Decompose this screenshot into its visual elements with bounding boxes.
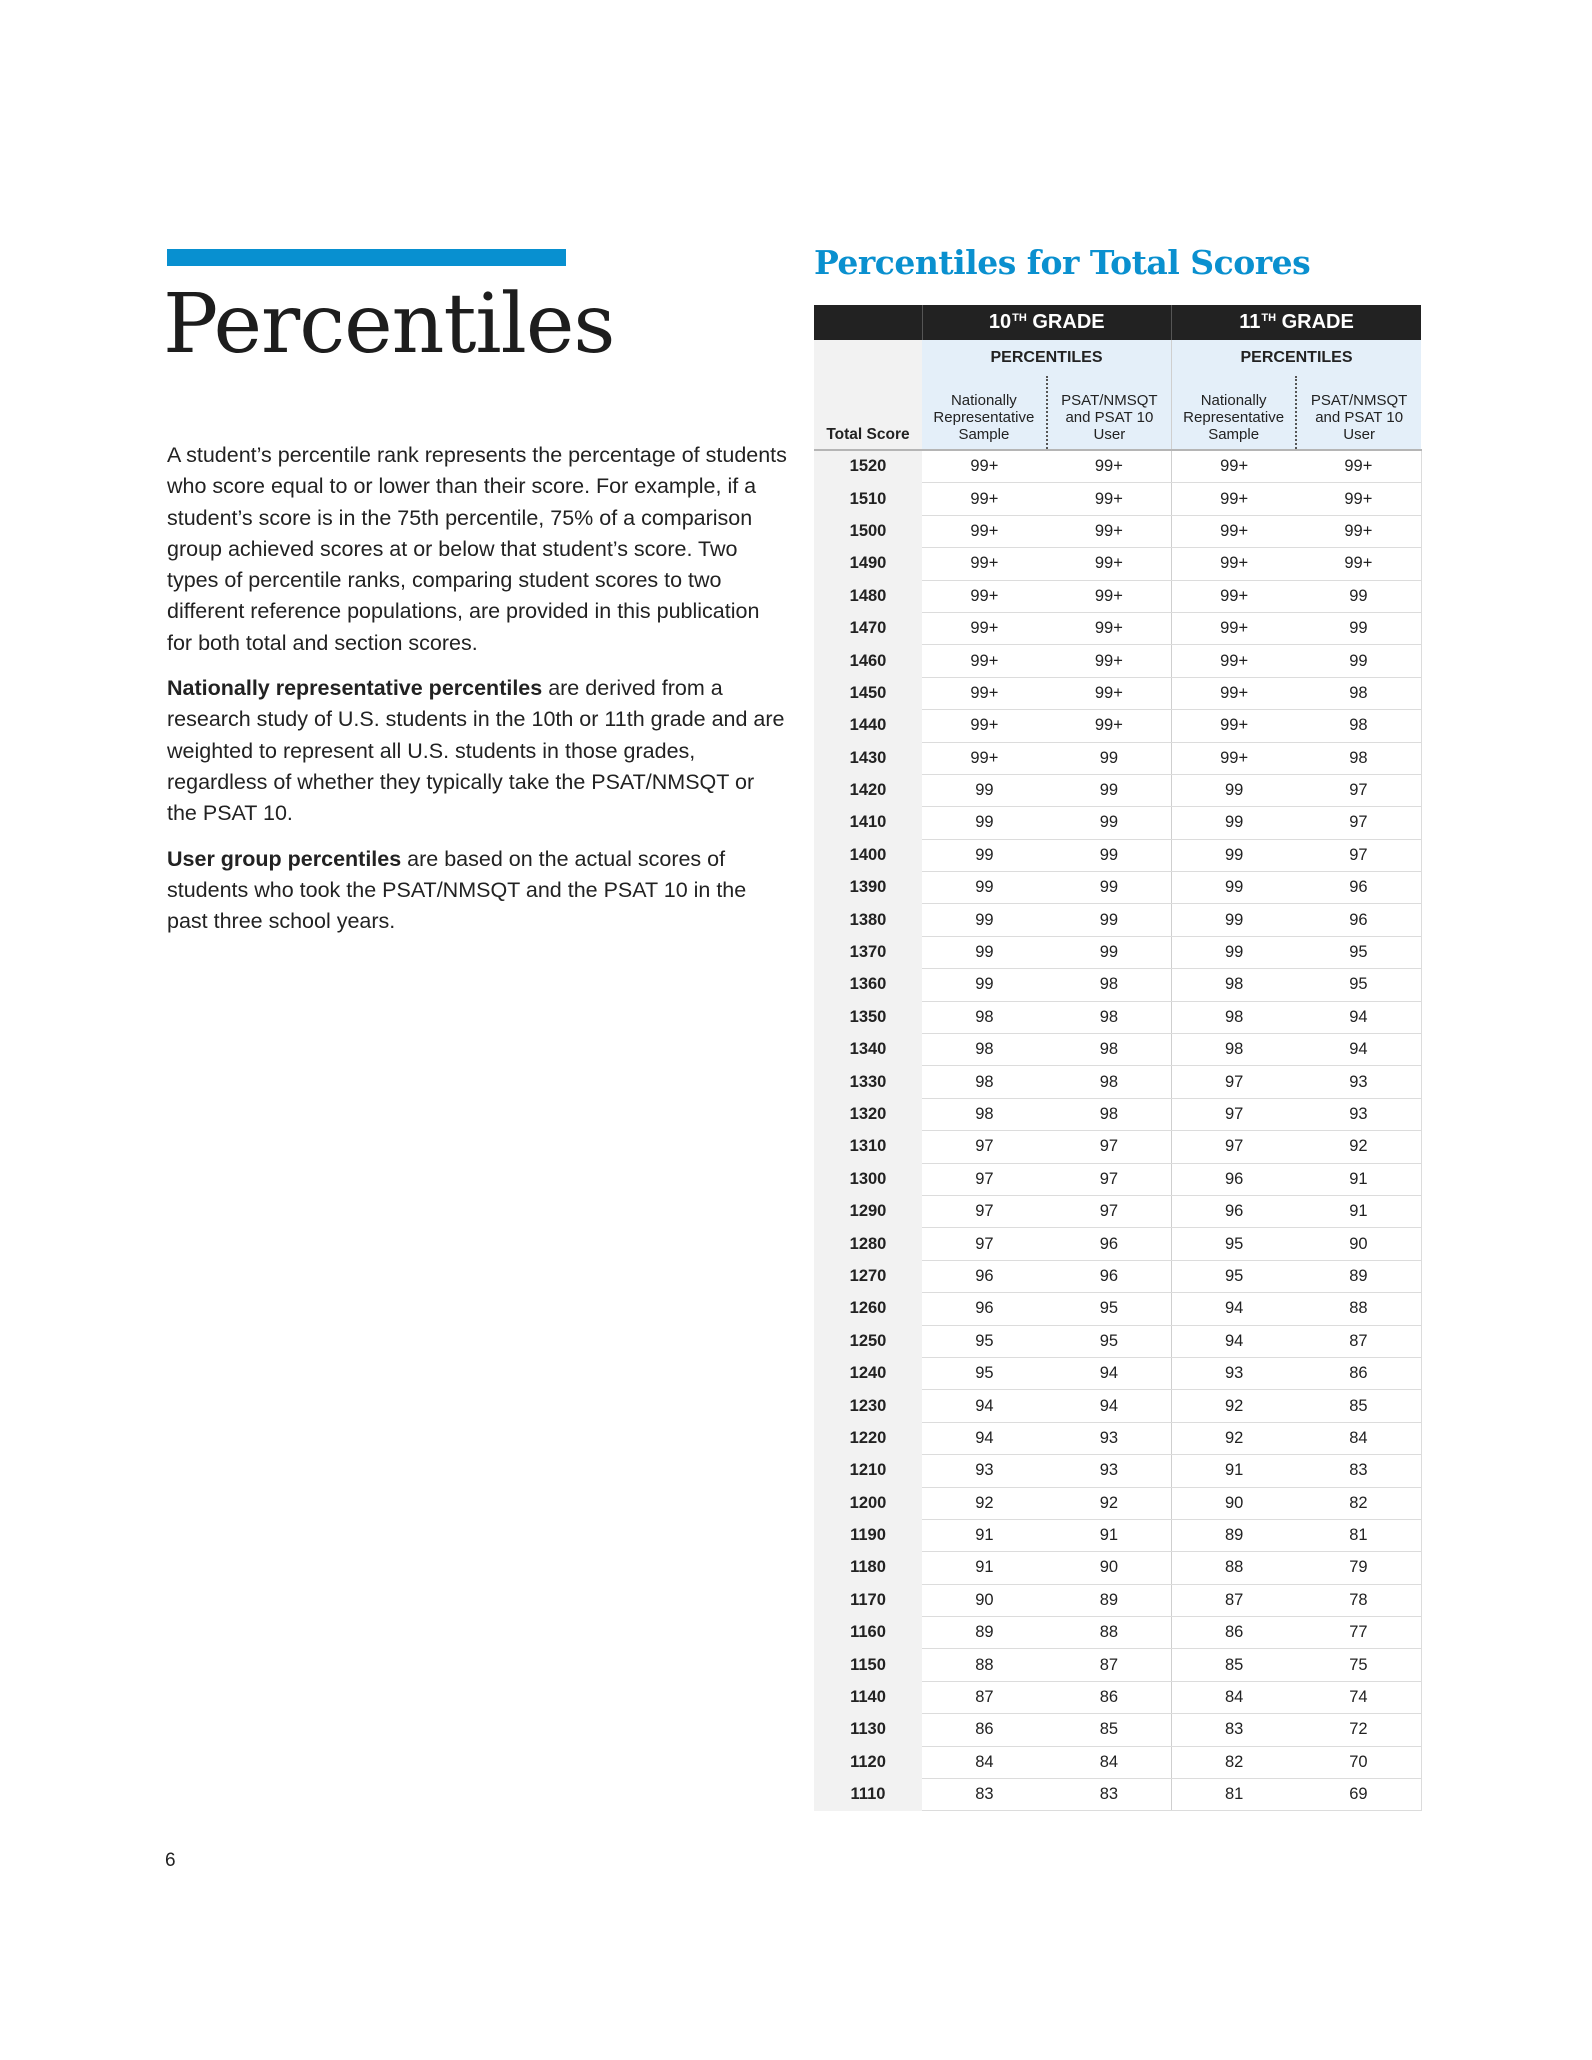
total-score-cell: 1200 — [814, 1487, 922, 1519]
total-score-cell: 1310 — [814, 1131, 922, 1163]
user-10-cell: 99 — [1047, 904, 1172, 936]
paragraph-lead: User group percentiles — [167, 846, 402, 871]
user-11-cell: 97 — [1296, 807, 1421, 839]
total-score-cell: 1350 — [814, 1001, 922, 1033]
user-11-cell: 99+ — [1296, 515, 1421, 547]
national-11-cell: 99 — [1172, 936, 1297, 968]
table-row — [814, 1584, 1421, 1616]
national-11-cell: 99 — [1172, 774, 1297, 806]
user-10-cell: 94 — [1047, 1390, 1172, 1422]
table-row — [814, 1519, 1421, 1551]
table-row — [814, 839, 1421, 871]
national-11-cell: 82 — [1172, 1746, 1297, 1778]
table-row — [814, 1325, 1421, 1357]
table-row — [814, 1260, 1421, 1292]
user-10-cell: 98 — [1047, 1001, 1172, 1033]
user-11-cell: 84 — [1296, 1422, 1421, 1454]
national-10-cell: 98 — [922, 1001, 1047, 1033]
national-11-cell: 96 — [1172, 1195, 1297, 1227]
user-10-cell: 99+ — [1047, 710, 1172, 742]
national-10-cell: 99 — [922, 807, 1047, 839]
total-score-cell: 1110 — [814, 1779, 922, 1811]
user-10-cell: 99 — [1047, 839, 1172, 871]
header-line: User — [1093, 426, 1126, 443]
header-line: Nationally — [1200, 392, 1267, 409]
total-score-cell: 1460 — [814, 645, 922, 677]
national-11-cell: 99 — [1172, 872, 1297, 904]
user-10-cell: 99 — [1047, 872, 1172, 904]
total-score-cell: 1130 — [814, 1714, 922, 1746]
national-11-cell: 92 — [1172, 1422, 1297, 1454]
user-10-cell: 95 — [1047, 1325, 1172, 1357]
national-11-cell: 95 — [1172, 1228, 1297, 1260]
user-11-cell: 77 — [1296, 1617, 1421, 1649]
user-10-cell: 99+ — [1047, 483, 1172, 515]
header-line: User — [1343, 426, 1375, 443]
table-row — [814, 1163, 1421, 1195]
total-score-cell: 1260 — [814, 1293, 922, 1325]
user-11-cell: 99 — [1296, 612, 1421, 644]
table-row — [814, 1001, 1421, 1033]
user-10-cell: 90 — [1047, 1552, 1172, 1584]
table-row — [814, 969, 1421, 1001]
user-10-cell: 89 — [1047, 1584, 1172, 1616]
table-row — [814, 1228, 1421, 1260]
user-10-cell: 83 — [1047, 1779, 1172, 1811]
table-title: Percentiles for Total Scores — [814, 243, 1311, 282]
user-11-cell: 75 — [1296, 1649, 1421, 1681]
table-row — [814, 483, 1421, 515]
table-row — [814, 1034, 1421, 1066]
national-10-cell: 99+ — [922, 677, 1047, 709]
national-11-cell: 81 — [1172, 1779, 1297, 1811]
user-10-cell: 98 — [1047, 969, 1172, 1001]
total-score-cell: 1220 — [814, 1422, 922, 1454]
user-10-cell: 93 — [1047, 1455, 1172, 1487]
total-score-cell: 1390 — [814, 872, 922, 904]
national-10-cell: 89 — [922, 1617, 1047, 1649]
national-10-cell: 90 — [922, 1584, 1047, 1616]
table-row — [814, 1714, 1421, 1746]
total-score-cell: 1440 — [814, 710, 922, 742]
national-10-cell: 97 — [922, 1163, 1047, 1195]
table-row — [814, 1681, 1421, 1713]
total-score-cell: 1340 — [814, 1034, 922, 1066]
total-score-cell: 1270 — [814, 1260, 922, 1292]
national-10-cell: 94 — [922, 1422, 1047, 1454]
grade-suffix: TH — [1012, 312, 1027, 324]
user-10-cell: 99+ — [1047, 450, 1172, 483]
total-score-cell: 1290 — [814, 1195, 922, 1227]
national-10-cell: 88 — [922, 1649, 1047, 1681]
national-11-cell: 95 — [1172, 1260, 1297, 1292]
user-11-cell: 94 — [1296, 1034, 1421, 1066]
percentiles-header-10: PERCENTILES — [922, 340, 1172, 376]
user-11-cell: 92 — [1296, 1131, 1421, 1163]
user-11-cell: 96 — [1296, 904, 1421, 936]
national-10-cell: 99+ — [922, 612, 1047, 644]
national-10-cell: 99+ — [922, 742, 1047, 774]
national-10-cell: 99+ — [922, 548, 1047, 580]
national-11-cell: 99+ — [1172, 710, 1297, 742]
paragraph-body: are based on the actual scores of students who took the PSAT/NMSQT and the PSAT 10 in the past three school years. — [167, 846, 747, 934]
national-10-cell: 98 — [922, 1098, 1047, 1130]
total-score-cell: 1430 — [814, 742, 922, 774]
user-11-cell: 72 — [1296, 1714, 1421, 1746]
total-score-cell: 1250 — [814, 1325, 922, 1357]
national-10-cell: 98 — [922, 1034, 1047, 1066]
user-10-cell: 97 — [1047, 1195, 1172, 1227]
national-10-cell: 99+ — [922, 515, 1047, 547]
total-score-cell: 1140 — [814, 1681, 922, 1713]
user-11-cell: 95 — [1296, 969, 1421, 1001]
table-row — [814, 1293, 1421, 1325]
intro-text — [167, 440, 787, 951]
user-10-cell: 91 — [1047, 1519, 1172, 1551]
table-row — [814, 1390, 1421, 1422]
user-11-cell: 89 — [1296, 1260, 1421, 1292]
table-row — [814, 1422, 1421, 1454]
table-row — [814, 548, 1421, 580]
national-10-cell: 99 — [922, 904, 1047, 936]
national-10-cell: 87 — [922, 1681, 1047, 1713]
national-11-cell: 90 — [1172, 1487, 1297, 1519]
user-10-cell: 99+ — [1047, 548, 1172, 580]
national-10-cell: 83 — [922, 1779, 1047, 1811]
table-row — [814, 1779, 1421, 1811]
table-row — [814, 1195, 1421, 1227]
national-10-cell: 98 — [922, 1066, 1047, 1098]
title-accent-bar — [167, 249, 566, 266]
user-11-cell: 82 — [1296, 1487, 1421, 1519]
national-11-cell: 94 — [1172, 1293, 1297, 1325]
total-score-cell: 1120 — [814, 1746, 922, 1778]
national-10-cell: 99+ — [922, 710, 1047, 742]
table-row — [814, 742, 1421, 774]
percentiles-header-11: PERCENTILES — [1172, 340, 1422, 376]
user-11-cell: 99+ — [1296, 548, 1421, 580]
user-10-cell: 99 — [1047, 807, 1172, 839]
header-line: Sample — [958, 426, 1010, 443]
table-row — [814, 1649, 1421, 1681]
user-10-cell: 95 — [1047, 1293, 1172, 1325]
percentiles-header-blank — [814, 340, 922, 376]
header-line: Representative — [933, 409, 1035, 426]
user-11-cell: 94 — [1296, 1001, 1421, 1033]
national-10-cell: 95 — [922, 1325, 1047, 1357]
national-10-cell: 94 — [922, 1390, 1047, 1422]
user-11-cell: 97 — [1296, 774, 1421, 806]
column-header-user-10 — [1047, 376, 1172, 450]
table-row — [814, 1617, 1421, 1649]
grade-suffix: TH — [1261, 312, 1277, 324]
national-10-cell: 97 — [922, 1228, 1047, 1260]
user-10-cell: 99+ — [1047, 612, 1172, 644]
national-11-cell: 91 — [1172, 1455, 1297, 1487]
national-11-cell: 98 — [1172, 1034, 1297, 1066]
national-10-cell: 84 — [922, 1746, 1047, 1778]
header-line: and PSAT 10 — [1065, 409, 1154, 426]
column-header-user-11 — [1296, 376, 1421, 450]
user-11-cell: 99 — [1296, 580, 1421, 612]
user-11-cell: 99+ — [1296, 450, 1421, 483]
user-11-cell: 93 — [1296, 1098, 1421, 1130]
national-11-cell: 84 — [1172, 1681, 1297, 1713]
header-line: PSAT/NMSQT — [1061, 392, 1158, 409]
user-11-cell: 83 — [1296, 1455, 1421, 1487]
user-11-cell: 99 — [1296, 645, 1421, 677]
total-score-cell: 1520 — [814, 450, 922, 483]
user-10-cell: 99+ — [1047, 645, 1172, 677]
table-row — [814, 1066, 1421, 1098]
table-row — [814, 580, 1421, 612]
header-line: Nationally — [950, 392, 1017, 409]
user-10-cell: 98 — [1047, 1066, 1172, 1098]
national-11-cell: 99+ — [1172, 645, 1297, 677]
total-score-cell: 1170 — [814, 1584, 922, 1616]
user-11-cell: 97 — [1296, 839, 1421, 871]
user-11-cell: 96 — [1296, 872, 1421, 904]
user-11-cell: 79 — [1296, 1552, 1421, 1584]
percentile-table — [814, 305, 1422, 1811]
grade-header-10 — [922, 305, 1172, 340]
paragraph-body: are derived from a research study of U.S. students in the 10th or 11th grade and are weighted to represent all U.S. students in those grades, regardless of whether they typically take the PSAT/NMSQT or the PSAT 10. — [167, 676, 785, 826]
total-score-cell: 1240 — [814, 1357, 922, 1389]
total-score-cell: 1280 — [814, 1228, 922, 1260]
user-10-cell: 88 — [1047, 1617, 1172, 1649]
national-11-cell: 94 — [1172, 1325, 1297, 1357]
total-score-cell: 1490 — [814, 548, 922, 580]
national-11-cell: 97 — [1172, 1098, 1297, 1130]
national-10-cell: 99 — [922, 969, 1047, 1001]
total-score-header: Total Score — [814, 376, 922, 450]
national-11-cell: 85 — [1172, 1649, 1297, 1681]
national-10-cell: 99 — [922, 936, 1047, 968]
user-11-cell: 88 — [1296, 1293, 1421, 1325]
user-10-cell: 99+ — [1047, 580, 1172, 612]
table-row — [814, 450, 1421, 483]
national-10-cell: 95 — [922, 1357, 1047, 1389]
table-row — [814, 872, 1421, 904]
national-11-cell: 99+ — [1172, 483, 1297, 515]
user-10-cell: 84 — [1047, 1746, 1172, 1778]
national-11-cell: 99+ — [1172, 450, 1297, 483]
national-10-cell: 96 — [922, 1260, 1047, 1292]
national-10-cell: 99 — [922, 839, 1047, 871]
total-score-cell: 1330 — [814, 1066, 922, 1098]
table-row — [814, 645, 1421, 677]
user-11-cell: 98 — [1296, 710, 1421, 742]
total-score-cell: 1480 — [814, 580, 922, 612]
table-row — [814, 1131, 1421, 1163]
total-score-cell: 1410 — [814, 807, 922, 839]
table-body — [814, 450, 1421, 1811]
national-10-cell: 92 — [922, 1487, 1047, 1519]
total-score-cell: 1370 — [814, 936, 922, 968]
user-10-cell: 99+ — [1047, 677, 1172, 709]
header-line: Representative — [1183, 409, 1285, 426]
national-11-cell: 99 — [1172, 904, 1297, 936]
total-score-cell: 1210 — [814, 1455, 922, 1487]
table-row — [814, 1098, 1421, 1130]
national-10-cell: 99+ — [922, 450, 1047, 483]
total-score-cell: 1190 — [814, 1519, 922, 1551]
user-10-cell: 94 — [1047, 1357, 1172, 1389]
national-11-cell: 96 — [1172, 1163, 1297, 1195]
user-11-cell: 91 — [1296, 1163, 1421, 1195]
paragraph-definition — [167, 440, 787, 659]
user-11-cell: 74 — [1296, 1681, 1421, 1713]
national-11-cell: 99 — [1172, 807, 1297, 839]
table-row — [814, 612, 1421, 644]
national-11-cell: 99+ — [1172, 677, 1297, 709]
user-11-cell: 78 — [1296, 1584, 1421, 1616]
national-11-cell: 99+ — [1172, 515, 1297, 547]
table-row — [814, 1455, 1421, 1487]
total-score-cell: 1150 — [814, 1649, 922, 1681]
user-10-cell: 98 — [1047, 1098, 1172, 1130]
national-10-cell: 97 — [922, 1131, 1047, 1163]
table-row — [814, 904, 1421, 936]
total-score-cell: 1470 — [814, 612, 922, 644]
national-11-cell: 92 — [1172, 1390, 1297, 1422]
user-10-cell: 97 — [1047, 1131, 1172, 1163]
grade-label: GRADE — [1281, 311, 1354, 333]
user-11-cell: 93 — [1296, 1066, 1421, 1098]
user-10-cell: 99 — [1047, 742, 1172, 774]
grade-header-11 — [1172, 305, 1422, 340]
total-score-cell: 1230 — [814, 1390, 922, 1422]
column-header-national-10 — [922, 376, 1047, 450]
table-row — [814, 710, 1421, 742]
national-11-cell: 99+ — [1172, 612, 1297, 644]
total-score-cell: 1420 — [814, 774, 922, 806]
user-11-cell: 90 — [1296, 1228, 1421, 1260]
user-11-cell: 69 — [1296, 1779, 1421, 1811]
user-10-cell: 97 — [1047, 1163, 1172, 1195]
page-title: Percentiles — [163, 277, 615, 372]
national-10-cell: 91 — [922, 1552, 1047, 1584]
user-10-cell: 99 — [1047, 936, 1172, 968]
total-score-cell: 1300 — [814, 1163, 922, 1195]
grade-label: GRADE — [1032, 311, 1105, 333]
grade-number: 11 — [1239, 311, 1261, 333]
national-11-cell: 97 — [1172, 1066, 1297, 1098]
user-10-cell: 99+ — [1047, 515, 1172, 547]
national-11-cell: 83 — [1172, 1714, 1297, 1746]
total-score-cell: 1160 — [814, 1617, 922, 1649]
user-10-cell: 92 — [1047, 1487, 1172, 1519]
national-10-cell: 99 — [922, 872, 1047, 904]
total-score-cell: 1400 — [814, 839, 922, 871]
table-row — [814, 936, 1421, 968]
total-score-cell: 1180 — [814, 1552, 922, 1584]
national-10-cell: 99+ — [922, 483, 1047, 515]
user-10-cell: 96 — [1047, 1260, 1172, 1292]
paragraph-user-group — [167, 844, 787, 938]
user-11-cell: 70 — [1296, 1746, 1421, 1778]
user-11-cell: 98 — [1296, 677, 1421, 709]
national-11-cell: 89 — [1172, 1519, 1297, 1551]
national-11-cell: 97 — [1172, 1131, 1297, 1163]
national-11-cell: 93 — [1172, 1357, 1297, 1389]
national-11-cell: 99+ — [1172, 580, 1297, 612]
national-11-cell: 88 — [1172, 1552, 1297, 1584]
user-11-cell: 87 — [1296, 1325, 1421, 1357]
grade-header-blank — [814, 305, 922, 340]
total-score-cell: 1380 — [814, 904, 922, 936]
user-11-cell: 81 — [1296, 1519, 1421, 1551]
national-10-cell: 96 — [922, 1293, 1047, 1325]
national-11-cell: 87 — [1172, 1584, 1297, 1616]
table-row — [814, 677, 1421, 709]
table-row — [814, 774, 1421, 806]
table-row — [814, 807, 1421, 839]
header-line: and PSAT 10 — [1315, 409, 1404, 426]
page-number: 6 — [165, 1850, 176, 1871]
column-header-national-11 — [1172, 376, 1297, 450]
user-10-cell: 99 — [1047, 774, 1172, 806]
user-11-cell: 86 — [1296, 1357, 1421, 1389]
national-11-cell: 99+ — [1172, 548, 1297, 580]
user-10-cell: 96 — [1047, 1228, 1172, 1260]
national-11-cell: 99 — [1172, 839, 1297, 871]
user-10-cell: 98 — [1047, 1034, 1172, 1066]
national-10-cell: 99+ — [922, 580, 1047, 612]
paragraph-lead: Nationally representative percentiles — [167, 676, 543, 701]
national-10-cell: 86 — [922, 1714, 1047, 1746]
table-row — [814, 515, 1421, 547]
header-line: Sample — [1208, 426, 1260, 443]
user-10-cell: 86 — [1047, 1681, 1172, 1713]
national-10-cell: 99+ — [922, 645, 1047, 677]
user-10-cell: 85 — [1047, 1714, 1172, 1746]
national-11-cell: 98 — [1172, 969, 1297, 1001]
table-row — [814, 1357, 1421, 1389]
total-score-cell: 1510 — [814, 483, 922, 515]
national-10-cell: 91 — [922, 1519, 1047, 1551]
national-11-cell: 86 — [1172, 1617, 1297, 1649]
national-11-cell: 99+ — [1172, 742, 1297, 774]
total-score-cell: 1360 — [814, 969, 922, 1001]
total-score-cell: 1320 — [814, 1098, 922, 1130]
national-10-cell: 97 — [922, 1195, 1047, 1227]
user-10-cell: 93 — [1047, 1422, 1172, 1454]
user-11-cell: 95 — [1296, 936, 1421, 968]
national-10-cell: 93 — [922, 1455, 1047, 1487]
user-11-cell: 99+ — [1296, 483, 1421, 515]
grade-number: 10 — [988, 311, 1012, 333]
total-score-cell: 1450 — [814, 677, 922, 709]
table-row — [814, 1746, 1421, 1778]
user-11-cell: 91 — [1296, 1195, 1421, 1227]
user-11-cell: 98 — [1296, 742, 1421, 774]
paragraph-national — [167, 673, 787, 829]
national-10-cell: 99 — [922, 774, 1047, 806]
table-row — [814, 1552, 1421, 1584]
user-11-cell: 85 — [1296, 1390, 1421, 1422]
header-line: PSAT/NMSQT — [1310, 392, 1408, 409]
table-row — [814, 1487, 1421, 1519]
national-11-cell: 98 — [1172, 1001, 1297, 1033]
paragraph-body: A student’s percentile rank represents the percentage of students who score equal to or lower than their score. For example, if a student’s score is in the 75th percentile, 75% of a comparison group achieved scores at or below that student’s score. Two types of percentile ranks, comparing student scores to two different reference populations, are provided in this publication for both total and section scores. — [167, 443, 787, 655]
total-score-cell: 1500 — [814, 515, 922, 547]
user-10-cell: 87 — [1047, 1649, 1172, 1681]
